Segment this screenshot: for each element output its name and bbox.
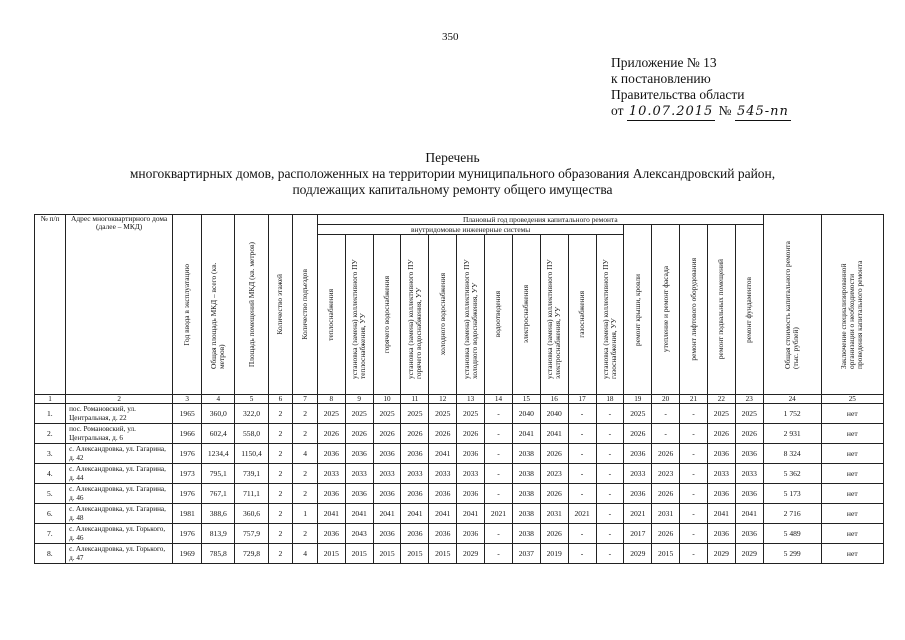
table-row [35, 424, 884, 444]
table-cell: 1981 [173, 504, 202, 524]
address-cell: с. Александровка, ул. Гагарина, д. 46 [66, 484, 173, 504]
table-cell: 1976 [173, 484, 202, 504]
appendix-line-2: к постановлению [611, 71, 711, 86]
table-cell: 2026 [707, 424, 735, 444]
table-cell: 2025 [735, 404, 763, 424]
column-number: 5 [235, 395, 268, 404]
header-heat: теплоснабжения [317, 235, 345, 395]
table-cell: 2026 [401, 424, 429, 444]
table-cell: 729,8 [235, 544, 268, 564]
header-year: Год ввода в эксплуатацию [173, 215, 202, 395]
table-cell: 558,0 [235, 424, 268, 444]
column-number: 1 [35, 395, 66, 404]
table-cell: - [568, 524, 596, 544]
table-cell: 2 [268, 484, 293, 504]
table-cell: 2031 [540, 504, 568, 524]
table-cell: 711,1 [235, 484, 268, 504]
table-cell: 2017 [624, 524, 652, 544]
table-row [35, 504, 884, 524]
table-cell: 2015 [429, 544, 457, 564]
appendix-line-4 [611, 103, 791, 121]
table-cell: 2041 [317, 504, 345, 524]
table-cell: 2 [268, 424, 293, 444]
table-cell: 2019 [540, 544, 568, 564]
table-cell: 2038 [512, 524, 540, 544]
page-number: 350 [442, 31, 459, 43]
column-number: 3 [173, 395, 202, 404]
table-cell: 757,9 [235, 524, 268, 544]
table-cell: 2036 [457, 524, 485, 544]
table-cell: нет [821, 504, 883, 524]
table-cell: 2026 [540, 524, 568, 544]
table-cell: нет [821, 544, 883, 564]
table-cell: 2015 [345, 544, 373, 564]
table-cell: 1234,4 [202, 444, 235, 464]
table-cell: 2023 [652, 464, 680, 484]
header-facade: утепление и ремонт фасада [652, 225, 680, 395]
address-cell: с. Александровка, ул. Гагарина, д. 42 [66, 444, 173, 464]
header-gas-meter: установка (замена) коллективного ПУ газоснабжения, УУ [596, 235, 624, 395]
column-number: 13 [457, 395, 485, 404]
table-cell: 388,6 [202, 504, 235, 524]
table-cell: 2033 [457, 464, 485, 484]
table-cell: 2036 [373, 444, 401, 464]
table-cell: 4 [293, 444, 318, 464]
table-cell: нет [821, 524, 883, 544]
title-line-3: подлежащих капитальному ремонту общего имущества [292, 182, 613, 197]
table-cell: 2036 [429, 484, 457, 504]
table-cell: 2036 [429, 524, 457, 544]
table-cell: 2036 [707, 444, 735, 464]
table-cell: 739,1 [235, 464, 268, 484]
table-cell: - [568, 444, 596, 464]
header-lift: ремонт лифтового оборудования [680, 225, 708, 395]
header-engineering-systems: внутридомовые инженерные системы [317, 225, 623, 235]
table-cell: 2 [268, 464, 293, 484]
header-foundation: ремонт фундаментов [735, 225, 763, 395]
table-cell: 1966 [173, 424, 202, 444]
table-cell: нет [821, 484, 883, 504]
table-cell: 2033 [317, 464, 345, 484]
table-cell: 785,8 [202, 544, 235, 564]
table-row [35, 464, 884, 484]
table-cell: - [485, 424, 513, 444]
table-cell: 4. [35, 464, 66, 484]
table-cell: - [485, 524, 513, 544]
table-cell: - [596, 524, 624, 544]
table-row [35, 544, 884, 564]
table-cell: - [596, 544, 624, 564]
address-cell: с. Александровка, ул. Горького, д. 46 [66, 524, 173, 544]
table-cell: 2041 [707, 504, 735, 524]
table-cell: 2036 [624, 444, 652, 464]
table-cell: 2026 [345, 424, 373, 444]
column-number: 10 [373, 395, 401, 404]
table-cell: 1973 [173, 464, 202, 484]
table-cell: 2036 [401, 484, 429, 504]
table-cell: 2026 [735, 424, 763, 444]
table-cell: - [680, 544, 708, 564]
column-number: 12 [429, 395, 457, 404]
title-line-2: многоквартирных домов, расположенных на территории муниципального образования Александровский район, [129, 166, 776, 181]
appendix-line-1: Приложение № 13 [611, 55, 717, 70]
handwritten-number: 545-пп [736, 104, 789, 119]
column-number: 18 [596, 395, 624, 404]
table-cell: 8 324 [763, 444, 821, 464]
table-cell: 3. [35, 444, 66, 464]
table-cell: 2043 [345, 524, 373, 544]
table-cell: 2021 [568, 504, 596, 524]
header-entrances: Количество подъездов [293, 215, 318, 395]
table-cell: 2036 [735, 444, 763, 464]
table-cell: 2 931 [763, 424, 821, 444]
table-cell: - [485, 484, 513, 504]
table-cell: - [596, 504, 624, 524]
table-cell: 2 [268, 444, 293, 464]
table-cell: 2038 [512, 504, 540, 524]
table-cell: 2021 [485, 504, 513, 524]
column-number: 16 [540, 395, 568, 404]
table-cell: 360,0 [202, 404, 235, 424]
table-cell: 2036 [317, 444, 345, 464]
table-cell: нет [821, 404, 883, 424]
column-number: 25 [821, 395, 883, 404]
header-floors: Количество этажей [268, 215, 293, 395]
table-cell: 2038 [512, 444, 540, 464]
table-cell: 2 [293, 484, 318, 504]
table-cell: 360,6 [235, 504, 268, 524]
column-number: 15 [512, 395, 540, 404]
table-cell: 2026 [652, 444, 680, 464]
table-cell: 2036 [373, 524, 401, 544]
table-cell: 2025 [401, 404, 429, 424]
table-cell: 2025 [345, 404, 373, 424]
header-area-rooms: Площадь помещений МКД (кв. метров) [235, 215, 268, 395]
table-cell: 322,0 [235, 404, 268, 424]
address-cell: пос. Романовский, ул. Центральная, д. 22 [66, 404, 173, 424]
table-cell: 2036 [317, 484, 345, 504]
table-cell: 2015 [401, 544, 429, 564]
table-cell: 2 [293, 524, 318, 544]
table-cell: 2041 [512, 424, 540, 444]
table-cell: 2036 [401, 444, 429, 464]
appendix-block [611, 55, 791, 121]
table-cell: 2036 [457, 444, 485, 464]
table-cell: нет [821, 444, 883, 464]
handwritten-date: 10.07.2015 [628, 104, 714, 119]
column-number: 9 [345, 395, 373, 404]
table-cell: 2021 [624, 504, 652, 524]
table-cell: - [596, 424, 624, 444]
table-cell: - [485, 464, 513, 484]
column-number: 4 [202, 395, 235, 404]
column-number: 6 [268, 395, 293, 404]
table-cell: 2033 [429, 464, 457, 484]
document-title [0, 150, 905, 198]
table-cell: 2026 [429, 424, 457, 444]
table-cell: - [680, 524, 708, 544]
table-cell: 2025 [707, 404, 735, 424]
column-number: 20 [652, 395, 680, 404]
table-cell: - [680, 404, 708, 424]
table-cell: 2036 [345, 484, 373, 504]
number-label: № [718, 103, 732, 118]
table-cell: 2015 [373, 544, 401, 564]
header-roof: ремонт крыши, кровли [624, 225, 652, 395]
table-cell: 2 [268, 504, 293, 524]
table-cell: - [680, 424, 708, 444]
table-row [35, 484, 884, 504]
table-cell: 2 [268, 404, 293, 424]
table-cell: 2026 [652, 524, 680, 544]
table-cell: 2041 [735, 504, 763, 524]
table-cell: 2026 [540, 444, 568, 464]
table-cell: 7. [35, 524, 66, 544]
table-cell: - [485, 404, 513, 424]
table-cell: 2033 [624, 464, 652, 484]
table-cell: 1 752 [763, 404, 821, 424]
column-number: 19 [624, 395, 652, 404]
table-cell: 2 [293, 464, 318, 484]
header-area-total: Общая площадь МКД – всего (кв. метров) [202, 215, 235, 395]
table-cell: 2026 [540, 484, 568, 504]
table-cell: 2036 [317, 524, 345, 544]
table-cell: 2026 [317, 424, 345, 444]
table-cell: 2041 [540, 424, 568, 444]
address-cell: пос. Романовский, ул. Центральная, д. 6 [66, 424, 173, 444]
table-row [35, 404, 884, 424]
table-cell: 2038 [512, 484, 540, 504]
table-cell: 2036 [401, 524, 429, 544]
column-number: 23 [735, 395, 763, 404]
header-plan-year: Плановый год проведения капитального ремонта [317, 215, 763, 225]
column-number: 14 [485, 395, 513, 404]
header-cold-water-meter: установка (замена) коллективного ПУ холодного водоснабжения, УУ [457, 235, 485, 395]
table-cell: 2033 [345, 464, 373, 484]
column-number: 7 [293, 395, 318, 404]
address-cell: с. Александровка, ул. Горького, д. 47 [66, 544, 173, 564]
table-cell: 2025 [373, 404, 401, 424]
table-cell: - [596, 444, 624, 464]
table-cell: - [680, 484, 708, 504]
table-cell: 2. [35, 424, 66, 444]
table-cell: 2 [293, 404, 318, 424]
table-cell: - [568, 424, 596, 444]
table-cell: 2 [268, 524, 293, 544]
table-cell: 2041 [429, 504, 457, 524]
table-cell: 2029 [457, 544, 485, 564]
table-cell: - [568, 484, 596, 504]
table-cell: 2036 [735, 484, 763, 504]
table-cell: 2 716 [763, 504, 821, 524]
appendix-line-3: Правительства области [611, 87, 745, 102]
from-label: от [611, 103, 624, 118]
table-cell: 1969 [173, 544, 202, 564]
table-cell: 2026 [457, 424, 485, 444]
header-cold-water: холодного водоснабжения [429, 235, 457, 395]
table-cell: - [596, 404, 624, 424]
table-cell: 2033 [707, 464, 735, 484]
column-number: 21 [680, 395, 708, 404]
table-cell: 2036 [707, 524, 735, 544]
table-cell: 1976 [173, 524, 202, 544]
header-conclusion: Заключение специализированной организации о необходимости проведения капитального ремонта [821, 215, 883, 395]
table-cell: 2036 [707, 484, 735, 504]
table-cell: 2038 [512, 464, 540, 484]
table-cell: 1976 [173, 444, 202, 464]
header-hot-water: горячего водоснабжения [373, 235, 401, 395]
table-cell: 4 [293, 544, 318, 564]
table-cell: 2036 [345, 444, 373, 464]
table-cell: 767,1 [202, 484, 235, 504]
table-cell: - [680, 464, 708, 484]
table-cell: 8. [35, 544, 66, 564]
header-gas: газоснабжения [568, 235, 596, 395]
table-cell: 1 [293, 504, 318, 524]
header-total-cost: Общая стоимость капитального ремонта (тыс. рублей) [763, 215, 821, 395]
table-cell: - [596, 464, 624, 484]
table-cell: - [568, 544, 596, 564]
table-cell: 2041 [429, 444, 457, 464]
table-cell: 1150,4 [235, 444, 268, 464]
table-cell: 2015 [317, 544, 345, 564]
table-cell: 813,9 [202, 524, 235, 544]
table-cell: - [652, 424, 680, 444]
table-cell: 2041 [401, 504, 429, 524]
repair-table [34, 214, 884, 564]
table-cell: 1965 [173, 404, 202, 424]
table-cell: 2036 [735, 524, 763, 544]
table-cell: 2025 [457, 404, 485, 424]
table-cell: 2026 [373, 424, 401, 444]
table-cell: 1. [35, 404, 66, 424]
table-cell: 5. [35, 484, 66, 504]
table-cell: 6. [35, 504, 66, 524]
address-cell: с. Александровка, ул. Гагарина, д. 44 [66, 464, 173, 484]
table-cell: 2029 [624, 544, 652, 564]
table-cell: 2041 [345, 504, 373, 524]
header-electricity-meter: установка (замена) коллективного ПУ электроснабжения, УУ [540, 235, 568, 395]
table-cell: 2025 [624, 404, 652, 424]
header-hot-water-meter: установка (замена) коллективного ПУ горячего водоснабжения, УУ [401, 235, 429, 395]
header-heat-meter: установка (замена) коллективного ПУ теплоснабжения, УУ [345, 235, 373, 395]
header-electricity: электроснабжения [512, 235, 540, 395]
table-cell: - [680, 444, 708, 464]
table-cell: 2026 [624, 424, 652, 444]
table-cell: 2 [293, 424, 318, 444]
table-cell: - [568, 464, 596, 484]
table-cell: 2033 [373, 464, 401, 484]
table-cell: 2029 [735, 544, 763, 564]
column-number: 8 [317, 395, 345, 404]
table-cell: 2036 [373, 484, 401, 504]
table-cell: 5 362 [763, 464, 821, 484]
table-cell: 2015 [652, 544, 680, 564]
table-cell: 2029 [707, 544, 735, 564]
address-cell: с. Александровка, ул. Гагарина, д. 48 [66, 504, 173, 524]
table-cell: 2037 [512, 544, 540, 564]
table-cell: нет [821, 464, 883, 484]
table-cell: - [680, 504, 708, 524]
table-cell: 2 [268, 544, 293, 564]
header-num: № п/п [35, 215, 66, 395]
table-cell: - [652, 404, 680, 424]
table-cell: 795,1 [202, 464, 235, 484]
table-cell: 2031 [652, 504, 680, 524]
table-cell: 2026 [652, 484, 680, 504]
column-number: 17 [568, 395, 596, 404]
table-cell: 2025 [429, 404, 457, 424]
column-number: 22 [707, 395, 735, 404]
table-cell: - [568, 404, 596, 424]
table-cell: 2036 [457, 484, 485, 504]
table-row [35, 444, 884, 464]
title-line-1: Перечень [425, 150, 480, 165]
table-cell: 5 173 [763, 484, 821, 504]
column-number: 11 [401, 395, 429, 404]
table-cell: 2041 [457, 504, 485, 524]
column-number-row [35, 395, 884, 404]
table-cell: - [485, 544, 513, 564]
table-cell: 2036 [624, 484, 652, 504]
table-cell: 2040 [512, 404, 540, 424]
table-row [35, 524, 884, 544]
table-cell: 2033 [401, 464, 429, 484]
header-address: Адрес многоквартирного дома (далее – МКД) [66, 215, 173, 395]
column-number: 24 [763, 395, 821, 404]
table-cell: 2041 [373, 504, 401, 524]
table-cell: 2023 [540, 464, 568, 484]
table-cell: нет [821, 424, 883, 444]
table-cell: 602,4 [202, 424, 235, 444]
table-cell: 5 299 [763, 544, 821, 564]
table-cell: 2025 [317, 404, 345, 424]
table-cell: 2040 [540, 404, 568, 424]
header-sewage: водоотведения [485, 235, 513, 395]
column-number: 2 [66, 395, 173, 404]
header-basement: ремонт подвальных помещений [707, 225, 735, 395]
table-cell: - [596, 484, 624, 504]
table-cell: - [485, 444, 513, 464]
table-cell: 2033 [735, 464, 763, 484]
table-cell: 5 489 [763, 524, 821, 544]
